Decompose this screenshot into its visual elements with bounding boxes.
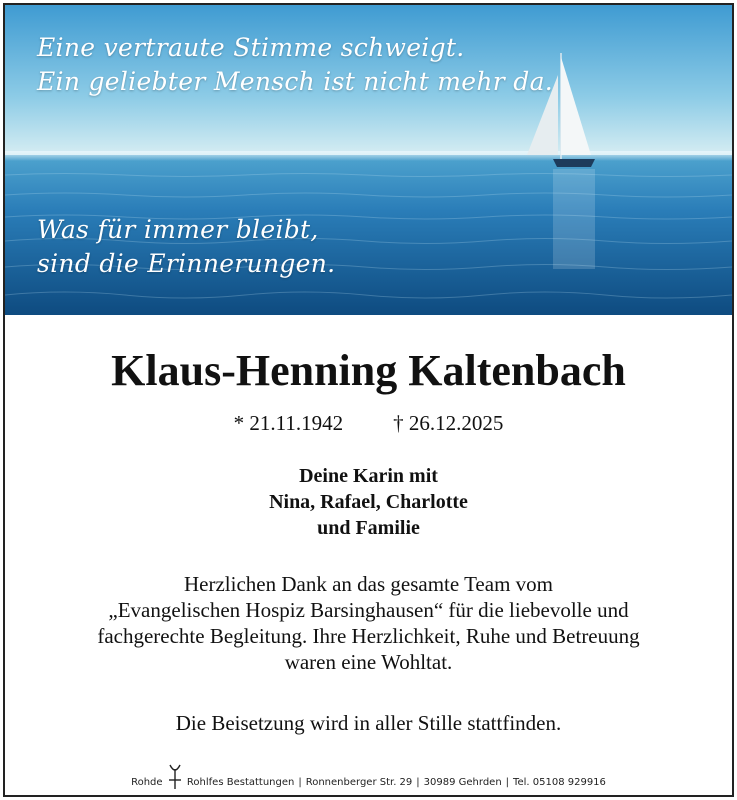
deceased-name: Klaus-Henning Kaltenbach (111, 346, 626, 395)
burial-notice: Die Beisetzung wird in aller Stille stattfinden. (175, 711, 562, 735)
quote-line: Was für immer bleibt, (37, 215, 319, 244)
company-city: 30989 Gehrden (423, 777, 502, 788)
quote-top (37, 31, 553, 99)
thanks-text (5, 571, 732, 675)
thanks-line: waren eine Wohltat. (284, 650, 453, 674)
mourner-line: Deine Karin mit (299, 465, 438, 487)
obituary-notice (3, 3, 734, 797)
quote-line: Eine vertraute Stimme schweigt. (37, 33, 465, 62)
death-date: † 26.12.2025 (393, 411, 504, 435)
company-address: Ronnenberger Str. 29 (305, 777, 413, 788)
mourner-line: Nina, Rafael, Charlotte (269, 491, 468, 513)
sea-sailboat-image (5, 5, 732, 315)
company-name-part2: Rohlfes Bestattungen (186, 777, 295, 788)
cross-logo-icon (166, 775, 184, 789)
thanks-line: Herzlichen Dank an das gesamte Team vom (183, 572, 553, 596)
quote-bottom (37, 213, 335, 281)
quote-line: sind die Erinnerungen. (37, 249, 336, 278)
mourner-line: und Familie (317, 517, 420, 539)
quote-line: Ein geliebter Mensch ist nicht mehr da. (37, 67, 554, 96)
thanks-line: fachgerechte Begleitung. Ihre Herzlichkeit, Ruhe und Betreuung (97, 624, 640, 648)
mourners (5, 463, 732, 541)
funeral-home-footer: Rohde Rohlfes Bestattungen | Ronnenberger Str. 29 | 30989 Gehrden | Tel. 05108 929916 (5, 775, 732, 789)
company-name-part1: Rohde (131, 777, 163, 788)
birth-date: * 21.11.1942 (233, 411, 344, 435)
company-phone: Tel. 05108 929916 (513, 777, 606, 788)
life-dates (5, 411, 732, 436)
thanks-line: „Evangelischen Hospiz Barsinghausen“ für die liebevolle und (108, 598, 629, 622)
